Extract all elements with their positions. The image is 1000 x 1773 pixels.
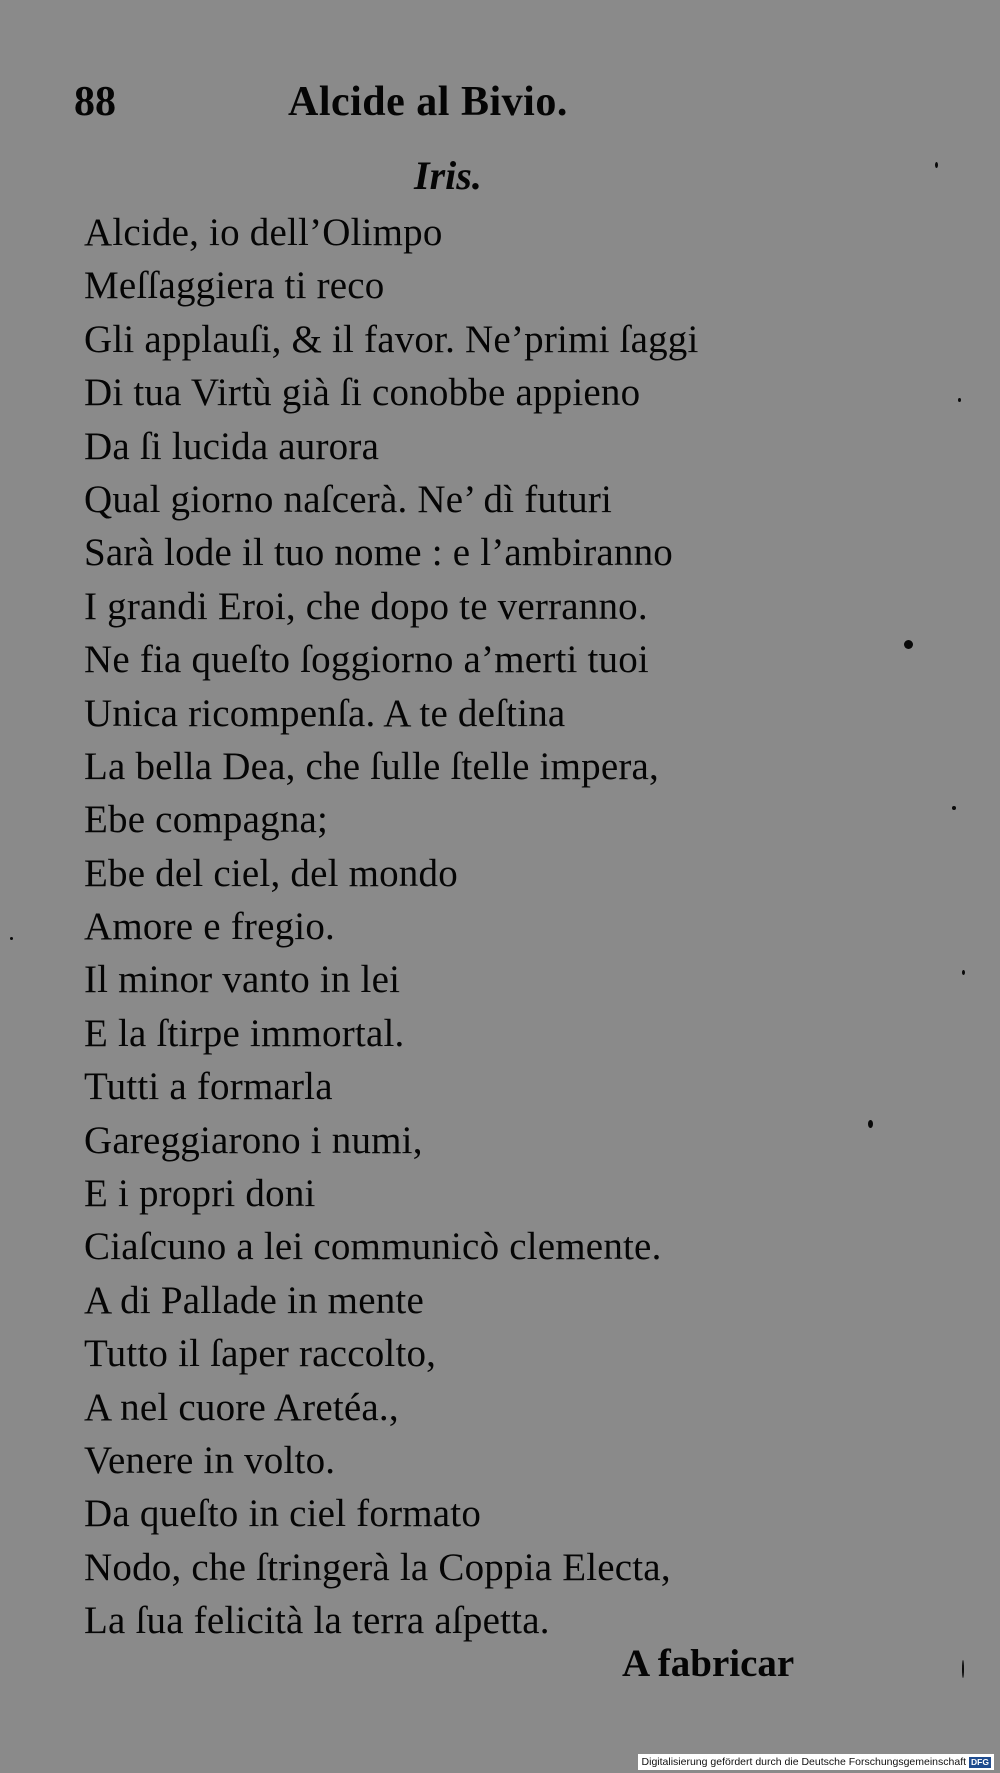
verse-line: Gareggiarono i numi, [84, 1118, 423, 1162]
verse-line: Gli applauſi, & il favor. Ne’primi ſaggi [84, 317, 699, 361]
verse-line: Nodo, che ſtringerà la Coppia Electa, [84, 1545, 671, 1589]
credit-text: Digitalisierung gefördert durch die Deutsche Forschungsgemeinschaft [641, 1756, 967, 1768]
scan-speck [935, 162, 938, 168]
scan-speck [958, 398, 961, 402]
scan-speck [868, 1120, 873, 1128]
verse-line: Meſſaggiera ti reco [84, 264, 385, 308]
digitization-credit [638, 1754, 994, 1770]
running-title: Alcide al Bivio. [288, 79, 568, 125]
verse-line: Ebe compagna; [84, 798, 329, 842]
scan-speck [962, 970, 965, 975]
verse-line: Tutto il ſaper raccolto, [84, 1332, 437, 1376]
scan-speck [10, 937, 13, 940]
verse-line: Ne fia queſto ſoggiorno a’merti tuoi [84, 638, 649, 682]
verse-line: Di tua Virtù già ſi conobbe appieno [84, 371, 641, 415]
verse-line: Sarà lode il tuo nome : e l’ambiranno [84, 531, 673, 575]
verse-line: La bella Dea, che ſulle ſtelle impera, [84, 744, 659, 788]
scan-speck [952, 806, 956, 810]
verse-line: Amore e fregio. [84, 905, 335, 949]
verse-line: E la ſtirpe immortal. [84, 1011, 405, 1055]
verse-block [84, 206, 844, 1648]
page-number: 88 [74, 79, 116, 125]
verse-line: Ciaſcuno a lei communicò clemente. [84, 1225, 662, 1269]
verse-line: Tutti a formarla [84, 1065, 333, 1109]
verse-line: Venere in volto. [84, 1438, 336, 1482]
verse-line: I grandi Eroi, che dopo te verranno. [84, 584, 648, 628]
dfg-logo-icon: DFG [971, 1756, 989, 1767]
verse-line: Da queſto in ciel formato [84, 1492, 482, 1536]
verse-line: Da ſi lucida aurora [84, 424, 380, 468]
verse-line: Unica ricompenſa. A te deſtina [84, 691, 566, 735]
speaker-name: Iris. [414, 153, 482, 198]
scan-speck [904, 640, 913, 649]
verse-line: Ebe del ciel, del mondo [84, 851, 458, 895]
scan-speck [962, 1660, 964, 1678]
verse-line: A nel cuore Aretéa., [84, 1385, 399, 1429]
verse-line: Qual giorno naſcerà. Ne’ dì futuri [84, 477, 613, 521]
verse-line: A di Pallade in mente [84, 1278, 424, 1322]
catchword: A fabricar [622, 1642, 795, 1685]
verse-line: La ſua felicità la terra aſpetta. [84, 1599, 550, 1643]
page-header [74, 72, 774, 132]
verse-line: Il minor vanto in lei [84, 958, 401, 1002]
verse-line: Alcide, io dell’Olimpo [84, 211, 443, 254]
verse-line: E i propri doni [84, 1172, 316, 1216]
